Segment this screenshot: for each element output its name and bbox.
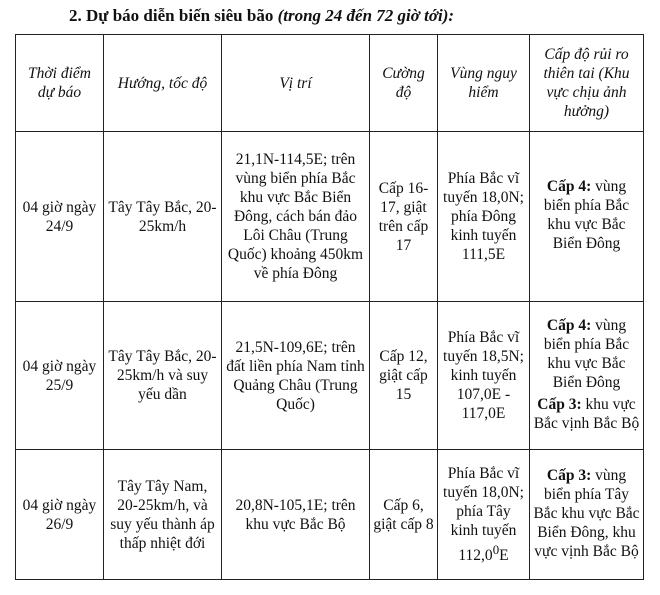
danger-text: Phía Bắc vĩ tuyến 18,0N; phía Tây kinh tuyến 112,0	[443, 464, 524, 565]
cell-position: 21,1N-114,5E; trên vùng biển phía Bắc khu vực Bắc Biển Đông, cách bán đảo Lôi Châu (Trung Quốc) khoảng 450km về phía Đông	[222, 132, 370, 302]
cell-direction: Tây Tây Nam, 20-25km/h, và suy yếu thành áp thấp nhiệt đới	[104, 450, 222, 580]
heading-main: 2. Dự báo diễn biến siêu bão	[69, 6, 278, 25]
cell-danger: Phía Bắc vĩ tuyến 18,0N; phía Đông kinh tuyến 111,5E	[438, 132, 530, 302]
risk-area: vùng biển phía Bắc khu vực Bắc Biển Đông	[543, 316, 630, 391]
cell-risk	[530, 302, 644, 450]
risk-area: vùng biển phía Bắc khu vực Bắc Biển Đông	[543, 178, 630, 252]
table-row	[16, 302, 644, 450]
cell-danger	[438, 450, 530, 580]
cell-position: 20,8N-105,1E; trên khu vực Bắc Bộ	[222, 450, 370, 580]
table-header-row	[16, 35, 644, 132]
risk-area: khu vực Bắc vịnh Bắc Bộ	[533, 395, 640, 432]
risk-entry	[533, 177, 640, 253]
risk-level: Cấp 3:	[546, 466, 592, 484]
table-row	[16, 132, 644, 302]
cell-direction: Tây Tây Bắc, 20-25km/h	[104, 132, 222, 302]
cell-position: 21,5N-109,6E; trên đất liền phía Nam tỉnh Quảng Châu (Trung Quốc)	[222, 302, 370, 450]
cell-risk	[530, 132, 644, 302]
danger-text-end: E	[499, 547, 509, 565]
cell-intensity: Cấp 12, giật cấp 15	[370, 302, 438, 450]
risk-area: vùng biển phía Tây Bắc khu vực Bắc Biển Đông, khu vực vịnh Bắc Bộ	[533, 466, 640, 560]
cell-time: 04 giờ ngày 26/9	[16, 450, 104, 580]
col-header-time: Thời điểm dự báo	[16, 35, 104, 132]
risk-entry	[533, 466, 640, 561]
section-heading	[69, 6, 454, 26]
risk-level: Cấp 4:	[546, 316, 592, 334]
cell-risk	[530, 450, 644, 580]
risk-entry	[533, 316, 640, 392]
risk-level: Cấp 4:	[546, 178, 592, 195]
risk-level: Cấp 3:	[537, 395, 582, 413]
col-header-position: Vị trí	[222, 35, 370, 132]
cell-intensity: Cấp 6, giật cấp 8	[370, 450, 438, 580]
degree-superscript: 0	[492, 541, 500, 557]
heading-paren: (trong 24 đến 72 giờ tới):	[277, 6, 455, 25]
risk-entry	[533, 395, 640, 433]
col-header-intensity: Cường độ	[370, 35, 438, 132]
table-row	[16, 450, 644, 580]
cell-intensity: Cấp 16-17, giật trên cấp 17	[370, 132, 438, 302]
col-header-direction: Hướng, tốc độ	[104, 35, 222, 132]
forecast-table	[15, 34, 644, 580]
cell-danger: Phía Bắc vĩ tuyến 18,5N; kinh tuyến 107,0E - 117,0E	[438, 302, 530, 450]
cell-direction: Tây Tây Bắc, 20-25km/h và suy yếu dần	[104, 302, 222, 450]
cell-time: 04 giờ ngày 24/9	[16, 132, 104, 302]
col-header-danger: Vùng nguy hiểm	[438, 35, 530, 132]
col-header-risk: Cấp độ rủi ro thiên tai (Khu vực chịu ảnh hưởng)	[530, 35, 644, 132]
cell-time: 04 giờ ngày 25/9	[16, 302, 104, 450]
